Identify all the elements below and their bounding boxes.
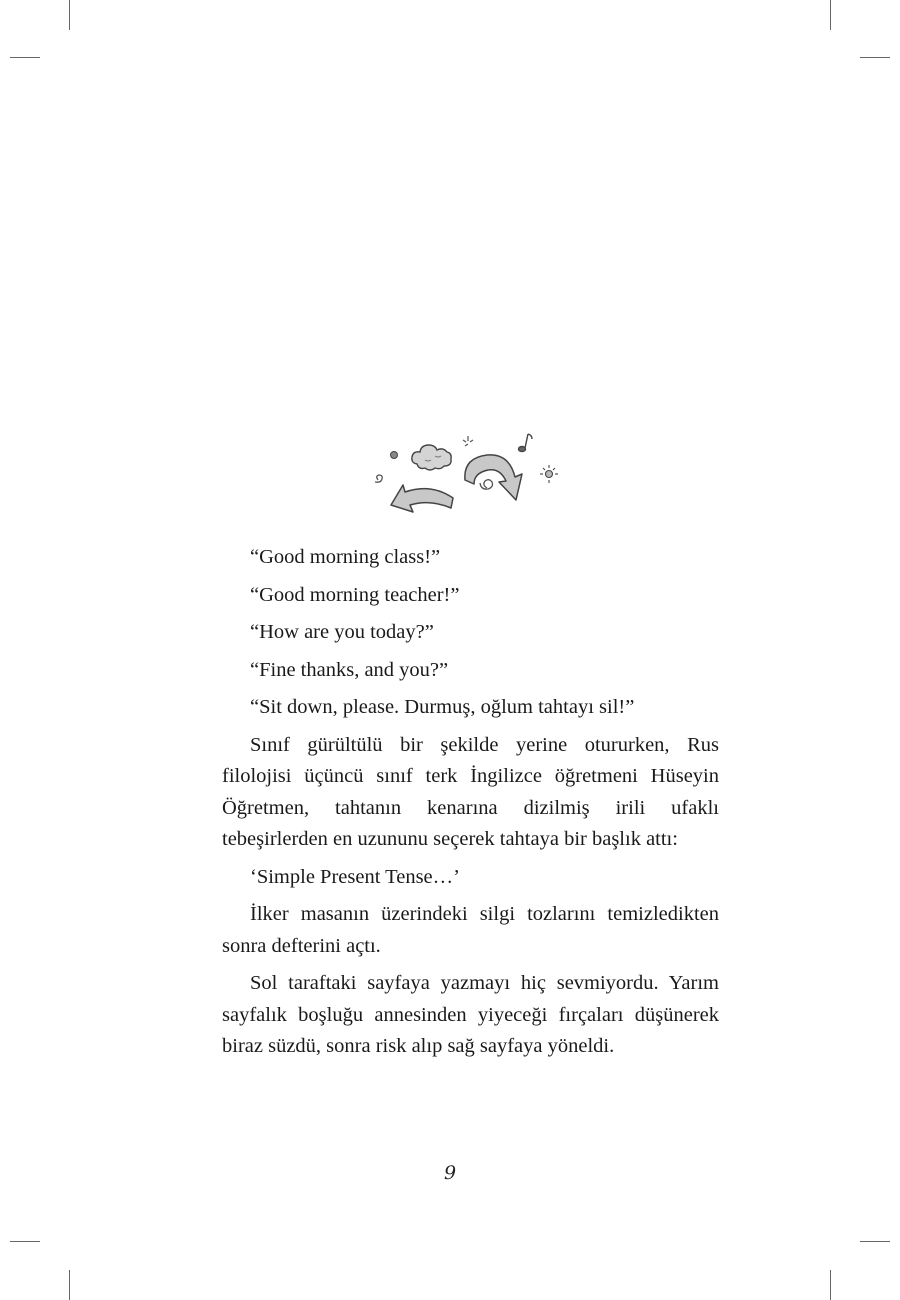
cloud-icon bbox=[412, 445, 451, 470]
curved-arrow-down-icon bbox=[465, 455, 522, 500]
paragraph: Sol taraftaki sayfaya yazmayı hiç sevmiyordu. Yarım sayfalık boşluğu annesinden yiyeceği fırçaları düşünerek biraz süzdü, sonra risk alıp sağ sayfaya yöneldi. bbox=[222, 972, 719, 1057]
dialog-line: “Good morning teacher!” bbox=[250, 583, 460, 606]
dialog-line: “How are you today?” bbox=[250, 621, 434, 643]
music-note-icon bbox=[519, 434, 533, 452]
paragraph: Sınıf gürültülü bir şekilde yerine otururken, Rus filolojisi üçüncü sınıf terk İngilizce öğretmeni Hüseyin Öğretmen, tahtanın kenarına dizilmiş irili ufaklı tebeşirlerden en uzununu seçerek tahtaya bir başlık attı: bbox=[222, 733, 719, 850]
crop-mark bbox=[69, 0, 70, 30]
crop-mark bbox=[860, 1241, 890, 1242]
crop-mark bbox=[830, 0, 831, 30]
crop-mark bbox=[10, 1241, 40, 1242]
doodle-ornament bbox=[365, 428, 565, 520]
body-text bbox=[222, 542, 719, 1069]
dialog-line: “Fine thanks, and you?” bbox=[250, 658, 449, 681]
crop-mark bbox=[69, 1270, 70, 1300]
paragraph: İlker masanın üzerindeki silgi tozlarını temizledikten sonra defterini açtı. bbox=[222, 903, 719, 957]
page-number: 9 bbox=[443, 1162, 457, 1184]
dialog-line: “Sit down, please. Durmuş, oğlum tahtayı sil!” bbox=[250, 696, 635, 718]
dialog-line: “Good morning class!” bbox=[250, 546, 441, 568]
crop-mark bbox=[860, 57, 890, 58]
crop-mark bbox=[10, 57, 40, 58]
crop-mark bbox=[830, 1270, 831, 1300]
sparkle-icon bbox=[463, 436, 473, 446]
dot-icon bbox=[391, 452, 398, 459]
curved-arrow-left-icon bbox=[391, 485, 453, 512]
spiral-icon bbox=[375, 475, 382, 482]
sun-icon bbox=[540, 465, 558, 483]
paragraph: ‘Simple Present Tense…’ bbox=[250, 865, 460, 888]
spiral-icon bbox=[480, 480, 493, 489]
